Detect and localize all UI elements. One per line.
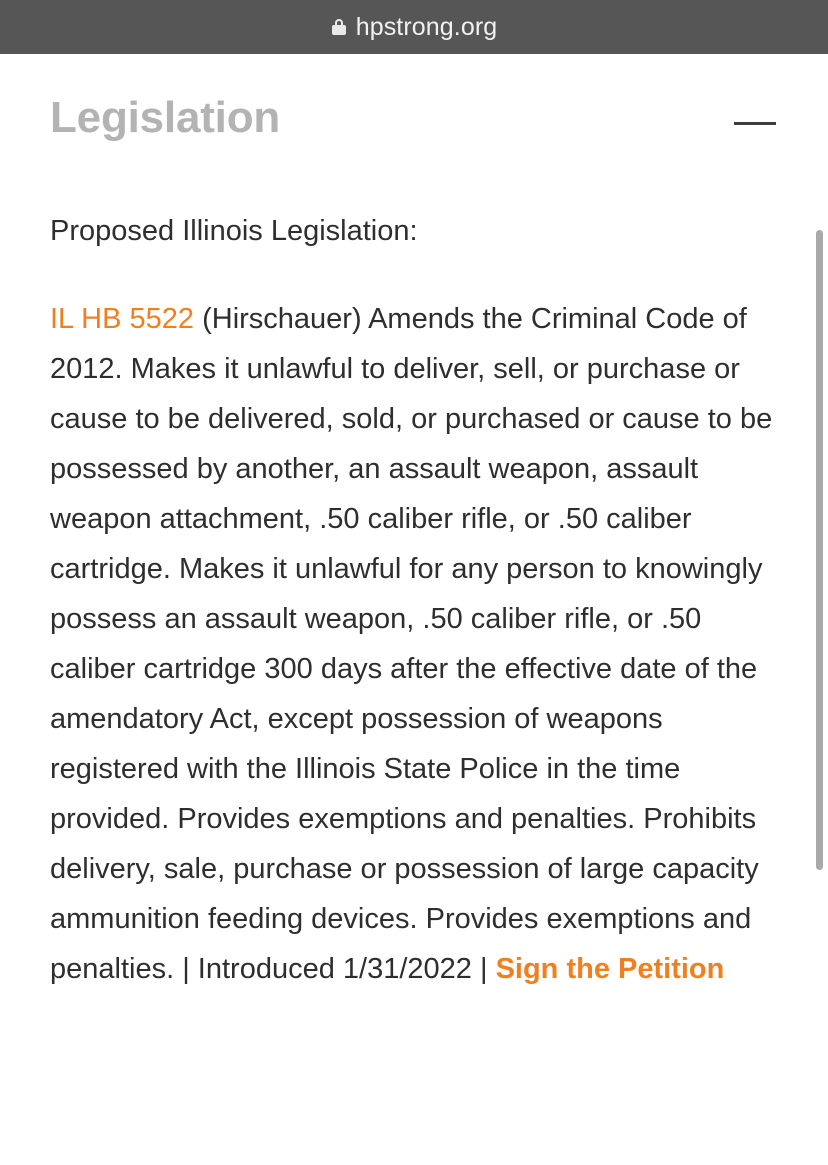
- accordion-header[interactable]: [0, 54, 828, 142]
- sign-petition-link[interactable]: Sign the Petition: [495, 953, 725, 986]
- page-title: Legislation: [50, 93, 281, 142]
- bill-paragraph: [50, 294, 776, 994]
- url-display[interactable]: [331, 13, 498, 42]
- bill-link[interactable]: IL HB 5522: [50, 303, 195, 336]
- page-content: [0, 54, 828, 1165]
- scrollbar-thumb[interactable]: [816, 230, 823, 870]
- lock-icon: [331, 18, 347, 36]
- bill-description: (Hirschauer) Amends the Criminal Code of 2012. Makes it unlawful to deliver, sell, or purchase or cause to be delivered, sold, or purchased or cause to be possessed by another, an assault weapon, assault weapon attachment, .50 caliber rifle, or .50 caliber cartridge. Makes it unlawful for any person to knowingly possess an assault weapon, .50 caliber rifle, or .50 caliber cartridge 300 days after the effective date of the amendatory Act, except possession of weapons registered with the Illinois State Police in the time provided. Provides exemptions and penalties. Prohibits delivery, sale, purchase or possession of large capacity ammunition feeding devices. Provides exemptions and penalties. | Introduced 1/31/2022 |: [50, 303, 773, 986]
- url-text: hpstrong.org: [355, 12, 498, 41]
- scrollbar[interactable]: [816, 172, 823, 1165]
- legislation-body: [0, 142, 828, 994]
- lead-paragraph: Proposed Illinois Legislation:: [50, 215, 418, 248]
- minus-icon[interactable]: [734, 122, 776, 125]
- browser-url-bar[interactable]: [0, 0, 828, 54]
